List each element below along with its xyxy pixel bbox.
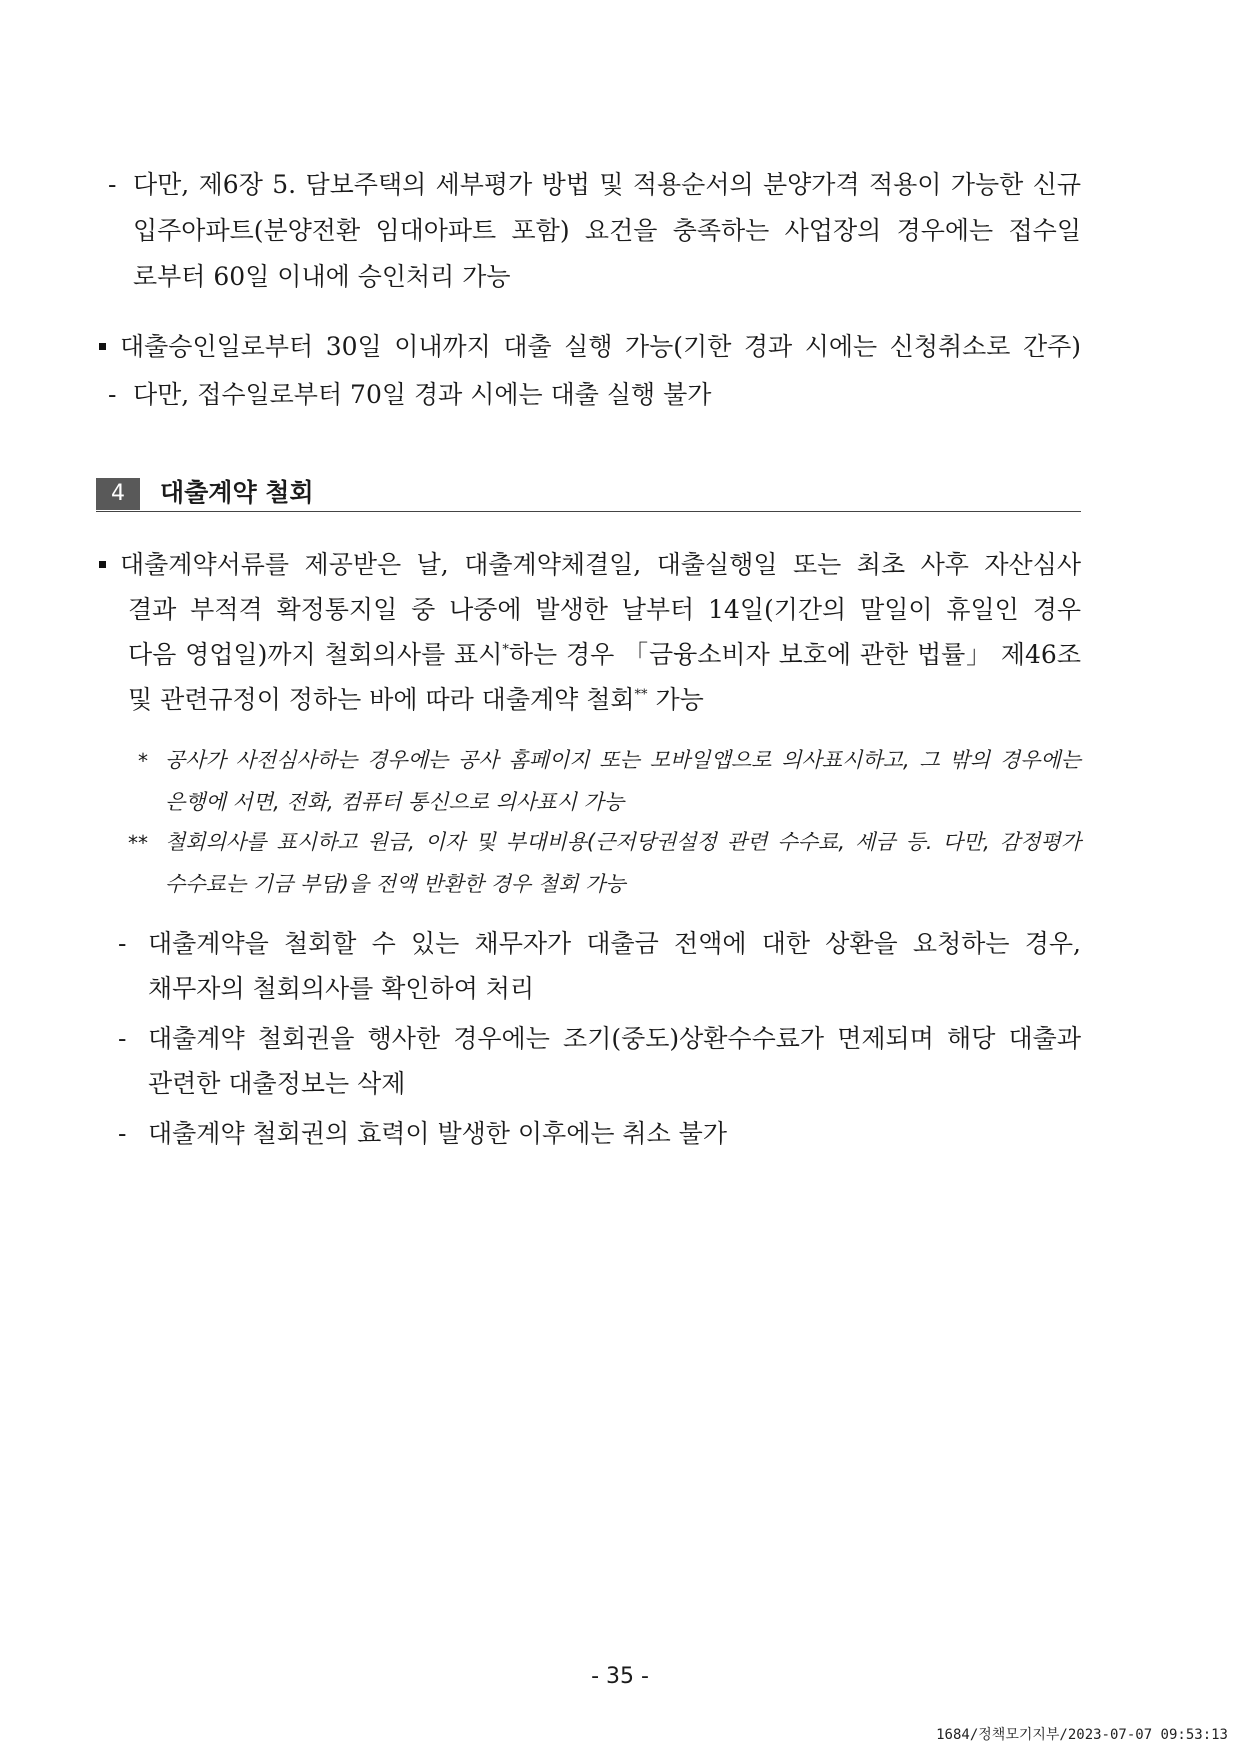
paragraph-line bbox=[128, 637, 1081, 673]
square-bullet-icon bbox=[99, 561, 106, 568]
dash-marker: - bbox=[118, 929, 127, 958]
text-span: 다음 영업일)까지 철회의사를 표시 bbox=[128, 640, 503, 669]
section-divider bbox=[96, 511, 1081, 512]
dash-marker: - bbox=[118, 1119, 127, 1148]
text-span: 및 관련규정이 정하는 바에 따라 대출계약 철회 bbox=[128, 685, 635, 714]
footnote-marker: ** bbox=[634, 687, 648, 703]
dash-marker: - bbox=[108, 170, 117, 199]
note-line: 공사가 사전심사하는 경우에는 공사 홈페이지 또는 모바일앱으로 의사표시하고, 그 밖의 경우에는 bbox=[165, 748, 1081, 772]
paragraph-line: 다만, 접수일로부터 70일 경과 시에는 대출 실행 불가 bbox=[133, 380, 712, 409]
dash-marker: - bbox=[108, 380, 117, 409]
note-line: 은행에 서면, 전화, 컴퓨터 통신으로 의사표시 가능 bbox=[165, 790, 625, 814]
paragraph-line: 결과 부적격 확정통지일 중 나중에 발생한 날부터 14일(기간의 말일이 휴일인 경우 bbox=[128, 595, 1081, 624]
paragraph-line: 대출계약 철회권을 행사한 경우에는 조기(중도)상환수수료가 면제되며 해당 대출과 bbox=[148, 1024, 1081, 1053]
note-line: 수수료는 기금 부담)을 전액 반환한 경우 철회 가능 bbox=[165, 872, 626, 896]
paragraph-line: 다만, 제6장 5. 담보주택의 세부평가 방법 및 적용순서의 분양가격 적용이 가능한 신규 bbox=[133, 170, 1081, 199]
paragraph-line: 입주아파트(분양전환 임대아파트 포함) 요건을 충족하는 사업장의 경우에는 접수일 bbox=[133, 216, 1081, 245]
note-marker: ** bbox=[128, 831, 148, 855]
note-marker: * bbox=[138, 749, 148, 773]
square-bullet-icon bbox=[99, 343, 106, 350]
dash-marker: - bbox=[118, 1024, 127, 1053]
text-span: 가능 bbox=[647, 685, 704, 714]
paragraph-line bbox=[128, 682, 704, 718]
page-number: - 35 - bbox=[591, 1664, 649, 1689]
paragraph-line: 대출승인일로부터 30일 이내까지 대출 실행 가능(기한 경과 시에는 신청취소로 간주) bbox=[120, 332, 1081, 361]
paragraph-line: 관련한 대출정보는 삭제 bbox=[148, 1069, 406, 1098]
paragraph-line: 채무자의 철회의사를 확인하여 처리 bbox=[148, 974, 535, 1003]
text-span: 하는 경우 「금융소비자 보호에 관한 법률」 제46조 bbox=[508, 640, 1081, 669]
paragraph-line: 대출계약 철회권의 효력이 발생한 이후에는 취소 불가 bbox=[148, 1119, 727, 1148]
section-number: 4 bbox=[96, 478, 140, 510]
note-line: 철회의사를 표시하고 원금, 이자 및 부대비용(근저당권설정 관련 수수료, 세금 등. 다만, 감정평가 bbox=[165, 830, 1081, 854]
paragraph-line: 대출계약을 철회할 수 있는 채무자가 대출금 전액에 대한 상환을 요청하는 경우, bbox=[148, 929, 1081, 958]
footnote-marker: * bbox=[502, 642, 509, 658]
paragraph-line: 로부터 60일 이내에 승인처리 가능 bbox=[133, 262, 511, 291]
paragraph-line: 대출계약서류를 제공받은 날, 대출계약체결일, 대출실행일 또는 최초 사후 자산심사 bbox=[120, 550, 1081, 579]
print-footer: 1684/정책모기지부/2023-07-07 09:53:13 bbox=[936, 1727, 1228, 1743]
section-title: 대출계약 철회 bbox=[160, 478, 314, 507]
